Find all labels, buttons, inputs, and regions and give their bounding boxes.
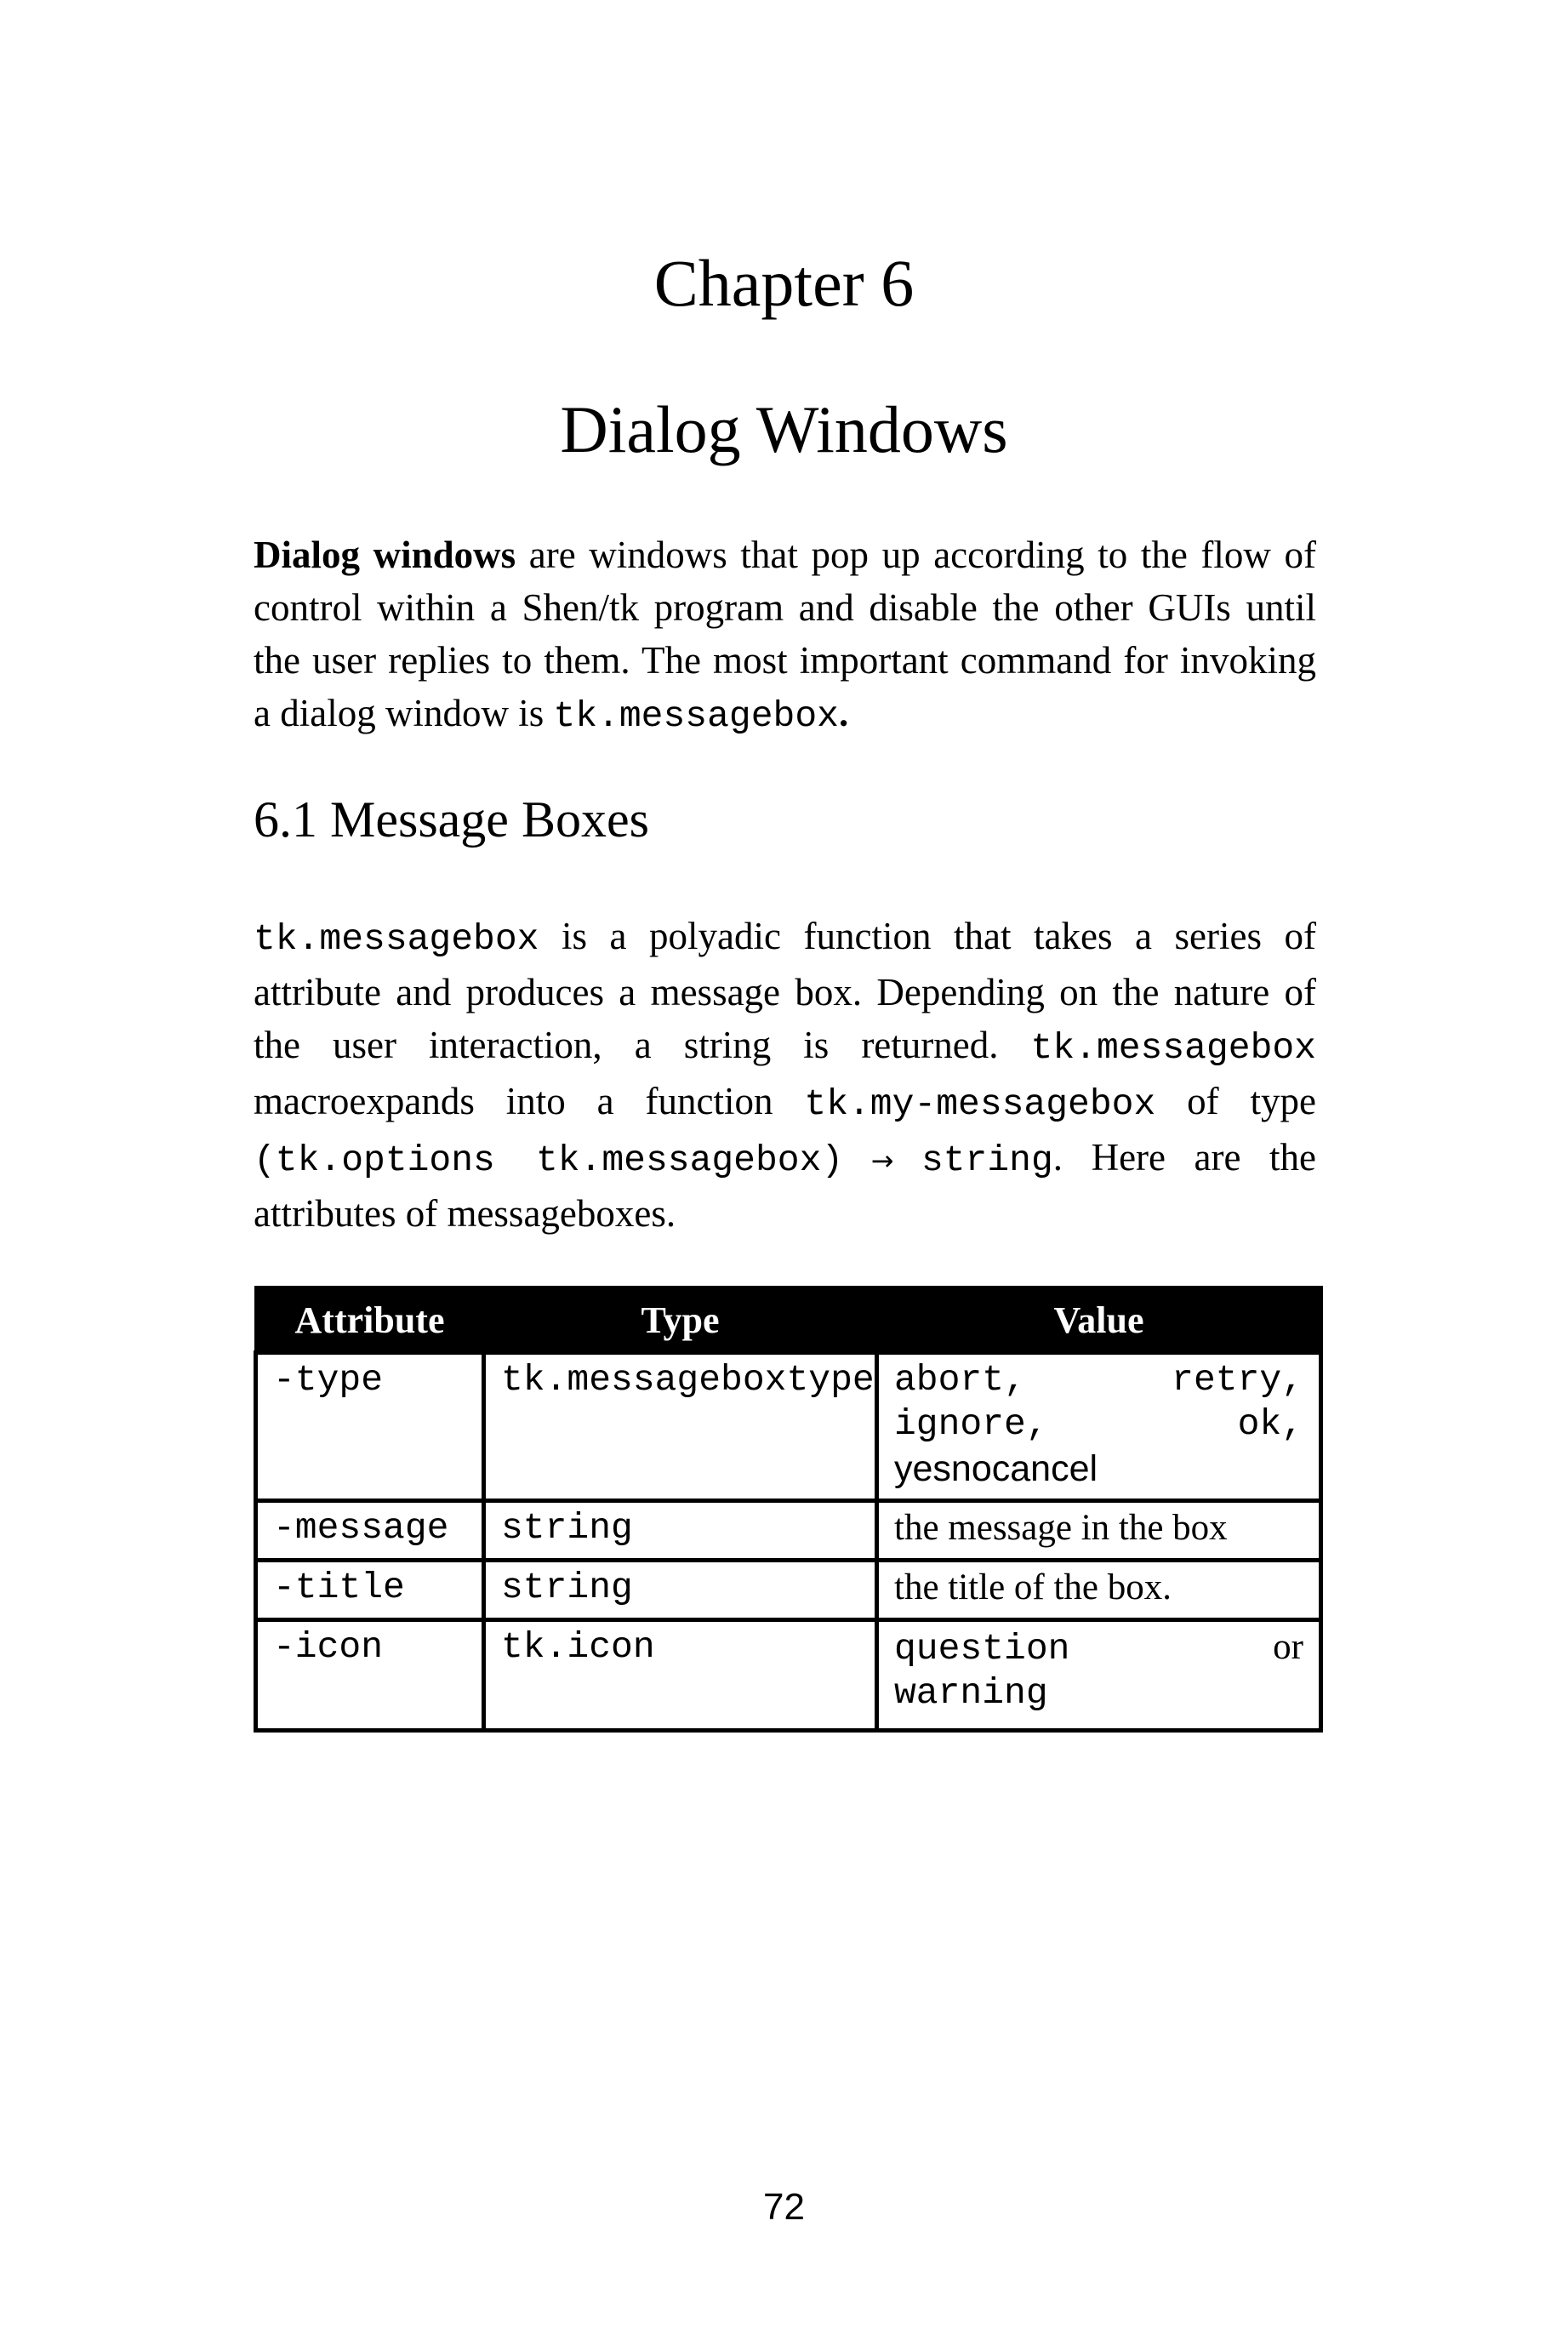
attribute-cell: -type	[256, 1353, 484, 1501]
value-line: warning	[894, 1672, 1048, 1714]
value-cell	[877, 1620, 1321, 1731]
value-cell	[877, 1353, 1321, 1501]
arrow-icon: →	[843, 1145, 921, 1177]
section-heading: 6.1 Message Boxes	[254, 791, 649, 848]
attribute-cell: -title	[256, 1561, 484, 1620]
type-cell: string	[484, 1561, 877, 1620]
table-row	[256, 1561, 1321, 1620]
table-row	[256, 1353, 1321, 1501]
body-code-5: string	[921, 1139, 1053, 1181]
type-cell: tk.messageboxtype	[484, 1353, 877, 1501]
table-row	[256, 1501, 1321, 1561]
value-cell: the message in the box	[877, 1501, 1321, 1561]
value-cell: the title of the box.	[877, 1561, 1321, 1620]
body-code-2: tk.messagebox	[1030, 1027, 1316, 1069]
intro-end: .	[838, 692, 849, 734]
body-text-2: macroexpands into a function	[254, 1080, 805, 1122]
value-token: ignore,	[894, 1403, 1048, 1445]
value-line	[894, 1402, 1303, 1447]
body-text-3: of type	[1155, 1080, 1316, 1122]
value-token: ok,	[1237, 1403, 1303, 1445]
header-value: Value	[877, 1287, 1321, 1353]
body-code-4: (tk.options tk.messagebox)	[254, 1139, 844, 1181]
header-attribute: Attribute	[256, 1287, 484, 1353]
header-type: Type	[484, 1287, 877, 1353]
attributes-table	[254, 1286, 1323, 1733]
value-token: abort,	[894, 1359, 1026, 1401]
body-paragraph	[254, 910, 1316, 1240]
type-cell: tk.icon	[484, 1620, 877, 1731]
value-token: retry,	[1172, 1359, 1303, 1401]
type-cell: string	[484, 1501, 877, 1561]
value-line: yesnocancel	[894, 1448, 1098, 1489]
value-token: or	[1273, 1627, 1303, 1667]
chapter-label: Chapter 6	[653, 246, 915, 320]
intro-paragraph	[254, 528, 1316, 743]
chapter-title: Dialog Windows	[560, 392, 1008, 466]
intro-term: Dialog windows	[254, 534, 516, 576]
value-line	[894, 1358, 1303, 1402]
value-token: question	[894, 1628, 1070, 1670]
table-row	[256, 1620, 1321, 1731]
body-text-1: is a polyadic function that takes a series of attribute and produces a message box. Depending on the nature of the user interaction, a string is returned.	[254, 915, 1316, 1066]
body-text-4: . Here are the attributes of messageboxes.	[254, 1136, 1316, 1235]
body-code-3: tk.my-messagebox	[804, 1083, 1156, 1125]
intro-text: are windows that pop up according to the flow of control within a Shen/tk program and disable the other GUIs until the user replies to them. The most important command for invoking a dialog window is	[254, 534, 1316, 734]
attribute-cell: -message	[256, 1501, 484, 1561]
body-code-1: tk.messagebox	[254, 918, 539, 960]
value-line	[894, 1625, 1303, 1671]
attribute-cell: -icon	[256, 1620, 484, 1731]
table-header-row	[256, 1287, 1321, 1353]
intro-command: tk.messagebox	[553, 695, 839, 737]
page-number: 72	[763, 2186, 805, 2228]
